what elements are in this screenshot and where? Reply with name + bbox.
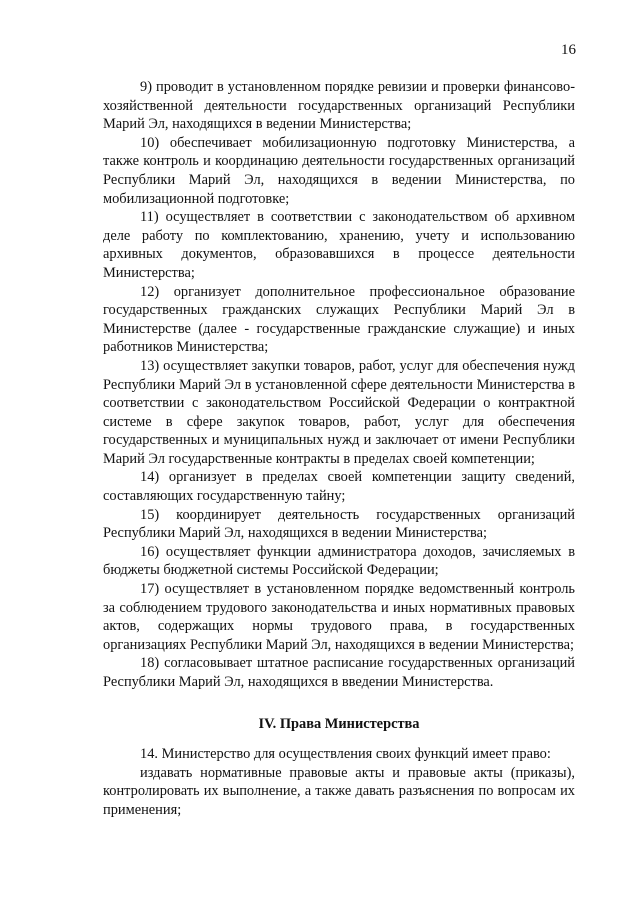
page-number: 16	[561, 42, 576, 58]
clause-14-right-1: издавать нормативные правовые акты и правовые акты (приказы), контролировать их выполнение, а также давать разъяснения по вопросам их применения;	[103, 764, 575, 818]
paragraph-item-9: 9) проводит в установленном порядке ревизии и проверки финансово-хозяйственной деятельности государственных организаций Республики Марий Эл, находящихся в ведении Министерства;	[103, 79, 575, 133]
clause-14-intro: 14. Министерство для осуществления своих функций имеет право:	[140, 746, 551, 763]
paragraph-item-17: 17) осуществляет в установленном порядке ведомственный контроль за соблюдением трудового законодательства и иных нормативных правовых актов, содержащих нормы трудового права, в государственных организациях Республики Марий Эл, находящихся в ведении Министерства;	[103, 581, 575, 653]
paragraph-item-14: 14) организует в пределах своей компетенции защиту сведений, составляющих государственную тайну;	[103, 469, 575, 505]
document-body	[103, 78, 575, 820]
paragraph-item-12: 12) организует дополнительное профессиональное образование государственных гражданских служащих Республики Марий Эл в Министерстве (далее - государственные гражданские служащие) и иных работников Министерства;	[103, 283, 575, 356]
paragraph-item-10: 10) обеспечивает мобилизационную подготовку Министерства, а также контроль и координацию деятельности государственных организаций Республики Марий Эл, находящихся в ведении Министерства, по мобилизационной подготовке;	[103, 134, 575, 207]
paragraph-item-13: 13) осуществляет закупки товаров, работ, услуг для обеспечения нужд Республики Марий Эл в установленной сфере деятельности Министерства в соответствии с законодательством Российской Федерации о контрактной системе в сфере закупок товаров, работ, услуг для обеспечения государственных и муниципальных нужд и заключает от имени Республики Марий Эл государственные контракты в пределах своей компетенции;	[103, 357, 575, 467]
paragraph-item-15: 15) координирует деятельность государственных организаций Республики Марий Эл, находящихся в ведении Министерства;	[103, 506, 575, 542]
paragraph-item-11: 11) осуществляет в соответствии с законодательством об архивном деле работу по комплектованию, хранению, учету и использованию архивных документов, образовавшихся в процессе деятельности Министерства;	[103, 209, 575, 281]
section-heading: IV. Права Министерства	[258, 715, 420, 732]
paragraph-item-16: 16) осуществляет функции администратора доходов, зачисляемых в бюджеты бюджетной системы Российской Федерации;	[103, 543, 575, 579]
paragraph-item-18: 18) согласовывает штатное расписание государственных организаций Республики Марий Эл, находящихся в введении Министерства.	[103, 655, 575, 690]
